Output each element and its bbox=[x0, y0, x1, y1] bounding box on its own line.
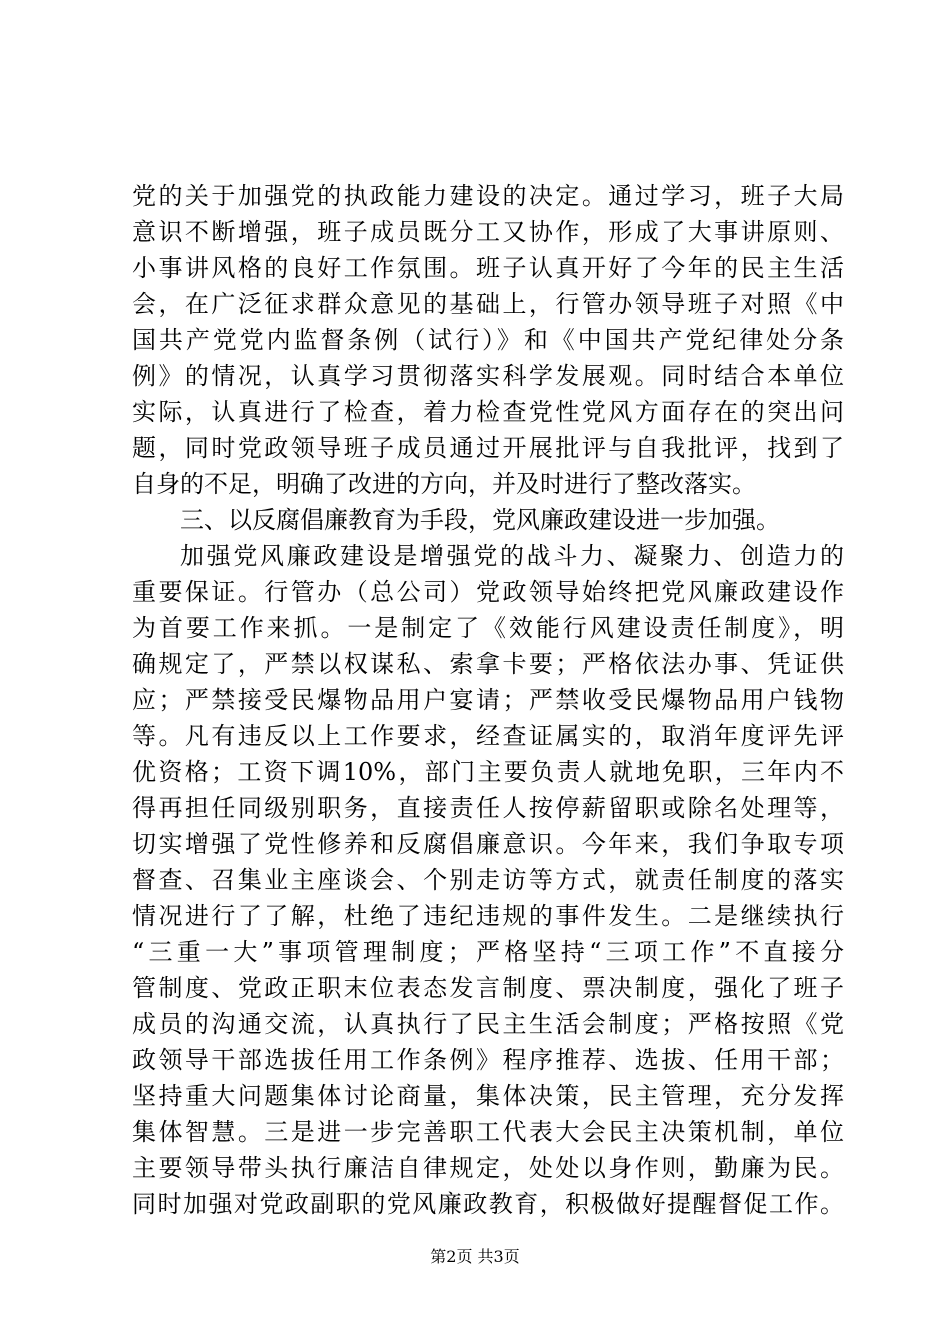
body-line-14: 确规定了，严禁以权谋私、索拿卡要；严格依法办事、凭证供 bbox=[132, 650, 844, 678]
body-line-3: 小事讲风格的良好工作氛围。班子认真开好了今年的民主生活 bbox=[132, 254, 844, 282]
body-line-26: 坚持重大问题集体讨论商量，集体决策，民主管理，充分发挥 bbox=[132, 1082, 844, 1110]
body-line-23: 管制度、党政正职末位表态发言制度、票决制度，强化了班子 bbox=[132, 974, 844, 1002]
body-line-20: 督查、召集业主座谈会、个别走访等方式，就责任制度的落实 bbox=[132, 866, 844, 894]
body-line-13: 为首要工作来抓。一是制定了《效能行风建设责任制度》，明 bbox=[132, 614, 844, 642]
body-line-16: 等。凡有违反以上工作要求，经查证属实的，取消年度评先评 bbox=[132, 722, 844, 750]
body-line-27: 集体智慧。三是进一步完善职工代表大会民主决策机制，单位 bbox=[132, 1118, 844, 1146]
page-footer: 第2页 共3页 bbox=[430, 1247, 520, 1266]
body-line-17: 优资格；工资下调10%，部门主要负责人就地免职，三年内不 bbox=[132, 758, 844, 786]
body-line-19: 切实增强了党性修养和反腐倡廉意识。今年来，我们争取专项 bbox=[132, 830, 844, 858]
body-line-15: 应；严禁接受民爆物品用户宴请；严禁收受民爆物品用户钱物 bbox=[132, 686, 844, 714]
body-line-22: “三重一大”事项管理制度；严格坚持“三项工作”不直接分 bbox=[132, 938, 844, 966]
body-line-18: 得再担任同级别职务，直接责任人按停薪留职或除名处理等， bbox=[132, 794, 844, 822]
body-line-9: 自身的不足，明确了改进的方向，并及时进行了整改落实。 bbox=[132, 470, 756, 498]
body-line-1: 党的关于加强党的执政能力建设的决定。通过学习，班子大局 bbox=[132, 182, 844, 210]
body-line-24: 成员的沟通交流，认真执行了民主生活会制度；严格按照《党 bbox=[132, 1010, 844, 1038]
section-heading-3: 三、以反腐倡廉教育为手段，党风廉政建设进一步加强。 bbox=[180, 506, 780, 534]
body-line-6: 例》的情况，认真学习贯彻落实科学发展观。同时结合本单位 bbox=[132, 362, 844, 390]
body-line-12: 重要保证。行管办（总公司）党政领导始终把党风廉政建设作 bbox=[132, 578, 844, 606]
body-line-5: 国共产党党内监督条例（试行）》和《中国共产党纪律处分条 bbox=[132, 326, 844, 354]
body-line-4: 会，在广泛征求群众意见的基础上，行管办领导班子对照《中 bbox=[132, 290, 844, 318]
body-line-7: 实际，认真进行了检查，着力检查党性党风方面存在的突出问 bbox=[132, 398, 844, 426]
body-line-2: 意识不断增强，班子成员既分工又协作，形成了大事讲原则、 bbox=[132, 218, 844, 246]
body-line-21: 情况进行了了解，杜绝了违纪违规的事件发生。二是继续执行 bbox=[132, 902, 844, 930]
body-line-8: 题，同时党政领导班子成员通过开展批评与自我批评，找到了 bbox=[132, 434, 844, 462]
body-line-11: 加强党风廉政建设是增强党的战斗力、凝聚力、创造力的 bbox=[180, 542, 844, 570]
body-line-28: 主要领导带头执行廉洁自律规定，处处以身作则，勤廉为民。 bbox=[132, 1154, 844, 1182]
body-line-25: 政领导干部选拔任用工作条例》程序推荐、选拔、任用干部； bbox=[132, 1046, 844, 1074]
body-line-29: 同时加强对党政副职的党风廉政教育，积极做好提醒督促工作。 bbox=[132, 1190, 844, 1218]
